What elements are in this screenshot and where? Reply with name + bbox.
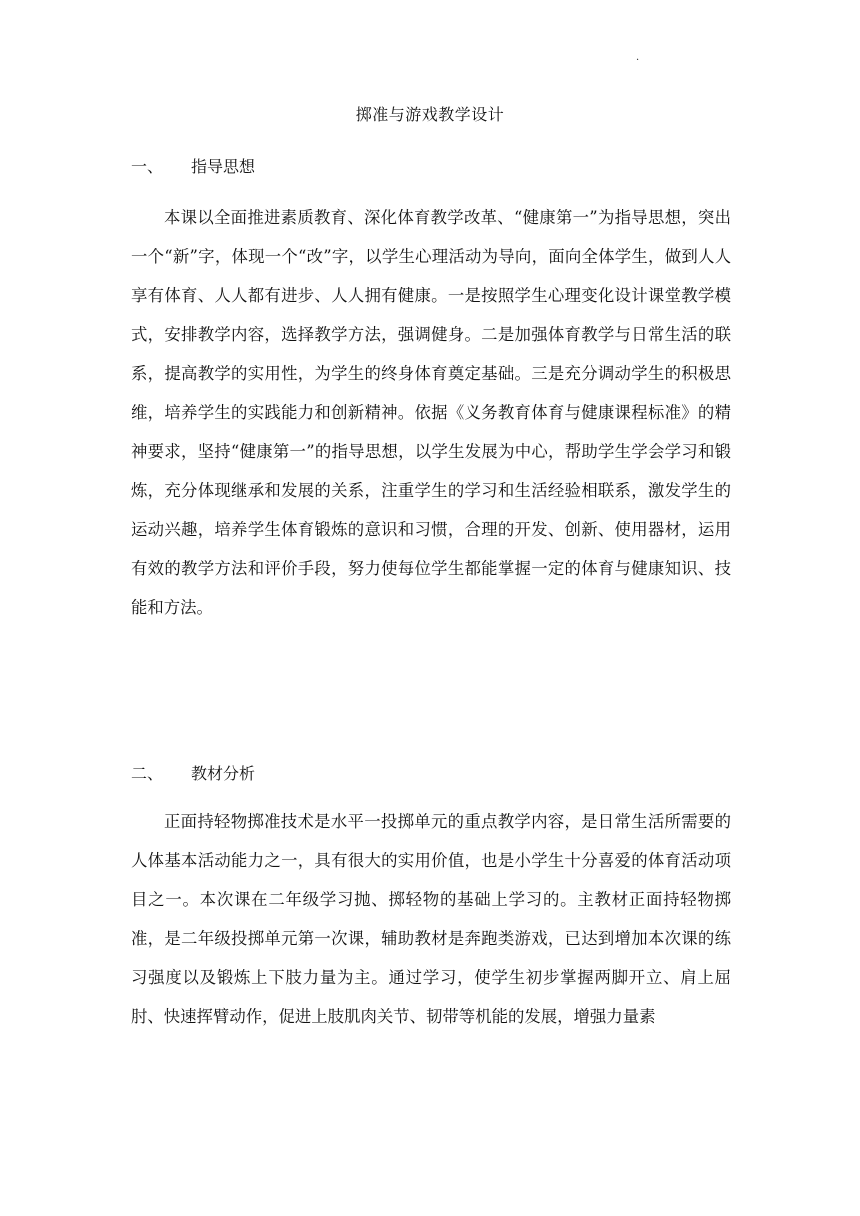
section-heading-2 <box>131 763 255 785</box>
header-mark: · <box>636 55 640 66</box>
section-paragraph-1: 本课以全面推进素质教育、深化体育教学改革、“健康第一”为指导思想，突出一个“新”字，体现一个“改”字，以学生心理活动为导向，面向全体学生，做到人人享有体育、人人都有进步、人人拥有健康。一是按照学生心理变化设计课堂教学模式，安排教学内容，选择教学方法，强调健身。二是加强体育教学与日常生活的联系，提高教学的实用性，为学生的终身体育奠定基础。三是充分调动学生的积极思维，培养学生的实践能力和创新精神。依据《义务教育体育与健康课程标准》的精神要求，坚持“健康第一”的指导思想，以学生发展为中心，帮助学生学会学习和锻炼，充分体现继承和发展的关系，注重学生的学习和生活经验相联系，激发学生的运动兴趣，培养学生体育锻炼的意识和习惯，合理的开发、创新、使用器材，运用有效的教学方法和评价手段，努力使每位学生都能掌握一定的体育与健康知识、技能和方法。 <box>131 208 731 617</box>
section-number: 二、 <box>131 764 164 783</box>
section-heading-text: 教材分析 <box>191 764 256 783</box>
section-heading-text: 指导思想 <box>191 157 256 176</box>
document-title: 掷准与游戏教学设计 <box>355 105 505 124</box>
section-heading-1 <box>131 156 255 178</box>
section-paragraph-2: 正面持轻物掷准技术是水平一投掷单元的重点教学内容，是日常生活所需要的人体基本活动能力之一，具有很大的实用价值，也是小学生十分喜爱的体育活动项目之一。本次课在二年级学习抛、掷轻物的基础上学习的。主教材正面持轻物掷准，是二年级投掷单元第一次课，辅助教材是奔跑类游戏，已达到增加本次课的练习强度以及锻炼上下肢力量为主。通过学习，使学生初步掌握两脚开立、肩上屈肘、快速挥臂动作，促进上肢肌肉关节、韧带等机能的发展，增强力量素 <box>131 812 731 1026</box>
section-number: 一、 <box>131 157 164 176</box>
